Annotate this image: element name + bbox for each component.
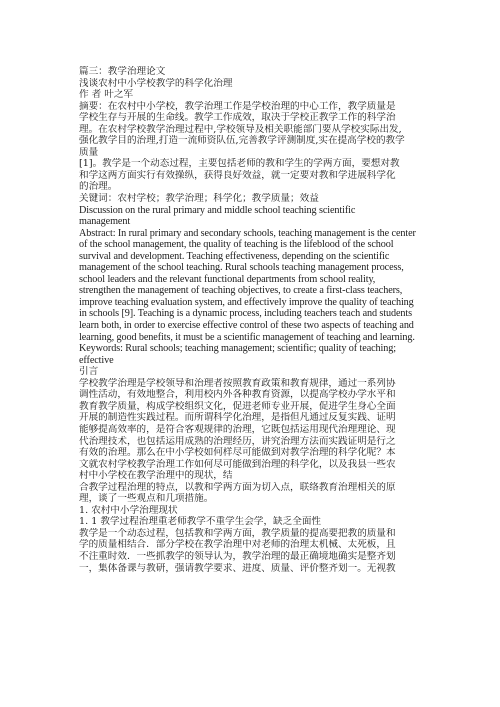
document-page	[79, 66, 425, 574]
keywords-en: effective	[79, 354, 114, 366]
abstract-en-line: strengthen the management of teaching objectives, to create a first-class teachers,	[79, 285, 403, 297]
abstract-en-line: management of the school teaching. Rural schools teaching management process,	[79, 262, 404, 274]
english-title-line: management	[79, 216, 131, 228]
abstract-en-line: in schools [9]. Teaching is a dynamic process, including teachers teach and students	[79, 308, 413, 320]
keywords-en: Keywords: Rural schools; teaching management; scientific; quality of teaching;	[79, 343, 396, 355]
body-line: 学校教学治理是学校领导和治理者按照教育政策和教育规律，通过一系列协	[79, 377, 396, 389]
body-line: 合教学过程治理的特点，以教和学两方面为切入点，联络教育治理相关的原	[79, 481, 396, 493]
body-line: 不注重时效．一些抓教学的领导认为，教学治理的最正确境地确实是整齐划	[79, 550, 396, 562]
abstract-zh-line: 质量	[79, 146, 99, 158]
keywords-zh: 关键词：农村学校；教学治理；科学化；教学质量；效益	[79, 193, 319, 205]
abstract-en-line: improve teaching evaluation system, and effectively improve the quality of teaching	[79, 296, 414, 308]
section-title: 篇三：教学治理论文	[79, 66, 166, 77]
article-title: 浅谈农村中小学校教学的科学化治理	[79, 77, 233, 89]
abstract-en-line: school leaders and the relevant functional departments from school reality,	[79, 273, 376, 285]
subsection-heading: 1. 1 教学过程治理重老师教学不重学生会学，缺乏全面性	[79, 516, 322, 528]
body-line: 调性活动，有效地整合，利用校内外各种教育资源，以提高学校办学水平和	[79, 389, 396, 401]
body-line: 文就农村学校教学治理工作如何尽可能做到治理的科学化，以及我县一些农	[79, 458, 396, 470]
body-line: 理，谈了一些观点和几项措施。	[79, 493, 214, 505]
abstract-zh-line: 学校生存与开展的生命线。教学工作成效，取决于学校正教学工作的科学治	[79, 112, 396, 124]
section-heading: 1. 农村中小学治理现状	[79, 504, 178, 516]
body-line: 教学是一个动态过程，包括教和学两方面，教学质量的提高要把教的质量和	[79, 527, 396, 539]
abstract-en-line: of the school management, the quality of teaching is the lifeblood of the school	[79, 239, 394, 251]
author-line: 作 者 叶之军	[79, 89, 134, 101]
abstract-zh-line: 强化教学目的治理,打造一流师资队伍,完善教学评测制度,实在提高学校的教学	[79, 135, 405, 147]
english-title-line: Discussion on the rural primary and middle school teaching scientific	[79, 204, 356, 216]
body-line: 能够提高效率的，是符合客观规律的治理，它既包括运用现代治理理论、现	[79, 423, 396, 435]
abstract-en-line: learn both, in order to exercise effective control of these two aspects of teaching and	[79, 320, 414, 332]
abstract-zh-line: 理。在农村学校教学治理过程中,学校领导及相关职能部门要从学校实际出发,	[79, 123, 402, 135]
abstract-zh-line: 和学这两方面实行有效操纵，获得良好效益，就一定要对教和学进展科学化	[79, 169, 396, 181]
introduction-heading: 引言	[79, 366, 99, 378]
body-line: 有效的治理。那么在中小学校如何样尽可能做到对教学治理的科学化呢？本	[79, 447, 396, 459]
body-line: 教育教学质量，构成学校组织文化，促进老师专业开展，促进学生身心全面	[79, 400, 396, 412]
abstract-zh-line: [1]。教学是一个动态过程，主要包括老师的教和学生的学两方面，要想对教	[79, 158, 400, 170]
abstract-zh-line: 摘要：在农村中小学校，教学治理工作是学校治理的中心工作，教学质量是	[79, 100, 396, 112]
abstract-zh-line: 的治理。	[79, 181, 118, 193]
abstract-en-line: Abstract: In rural primary and secondary schools, teaching management is the center	[79, 227, 416, 239]
body-line: 开展的制造性实践过程。而所谓科学化治理，是指但凡通过反复实践、证明	[79, 412, 396, 424]
abstract-en-line: survival and development. Teaching effectiveness, depending on the scientific	[79, 250, 390, 262]
body-line: 代治理技术，也包括运用成熟的治理经历，讲究治理方法而实践证明是行之	[79, 435, 396, 447]
body-line: 学的质量相结合．部分学校在教学治理中对老师的治理太机械、太死板，且	[79, 539, 396, 551]
abstract-en-line: learning, good benefits, it must be a scientific management of teaching and learning.	[79, 331, 415, 343]
body-line: 一，集体备课与教研，强请教学要求、进度、质量、评价整齐划一。无视教	[79, 562, 396, 574]
body-line: 村中小学校在教学治理中的现状，结	[79, 470, 233, 482]
